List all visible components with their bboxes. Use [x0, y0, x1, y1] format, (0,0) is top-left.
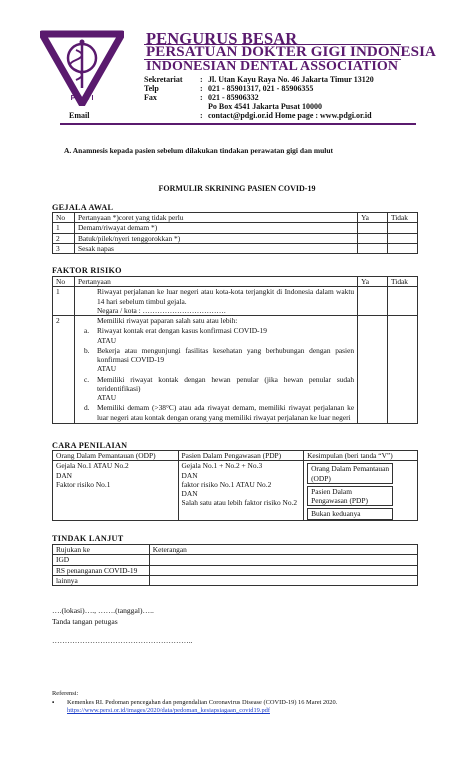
row-no: 2 — [53, 316, 75, 424]
reference-entry — [52, 699, 424, 715]
rujukan-option: lainnya — [53, 575, 150, 585]
contact-key: Telp — [144, 84, 159, 93]
contact-key: Fax — [144, 93, 157, 102]
ya-cell[interactable] — [358, 223, 388, 233]
list-item: b. Bekerja atau mengunjungi fasilitas kesehatan yang berhubungan dengan pasien konfirmasi COVID-19 — [83, 345, 355, 364]
gejala-table — [52, 212, 418, 254]
section-a-title: A. Anamnesis kepada pasien sebelum dilakukan tindakan perawatan gigi dan mulut — [64, 146, 334, 155]
row-question — [74, 316, 357, 424]
table-row — [53, 316, 418, 424]
place-date-line[interactable]: ….(lokasi)…., …….(tanggal)….. — [52, 606, 154, 615]
ya-cell[interactable] — [358, 233, 388, 243]
criteria-line: Gejala No.1 ATAU No.2 — [56, 461, 129, 471]
criteria-line: DAN — [56, 470, 73, 480]
tidak-cell[interactable] — [388, 287, 418, 316]
header-question: Pertanyaan — [74, 277, 357, 287]
reference-label: Referensi: — [52, 690, 79, 697]
ya-cell[interactable] — [358, 243, 388, 253]
row-no: 2 — [53, 233, 75, 243]
signature-label: Tanda tangan petugas — [52, 617, 118, 626]
header-no: No — [53, 213, 75, 223]
pdp-criteria — [178, 461, 304, 520]
header-question: Pertanyaan *)coret yang tidak perlu — [74, 213, 357, 223]
header-ya: Ya — [358, 213, 388, 223]
contact-row — [144, 84, 313, 93]
odp-criteria — [53, 461, 179, 520]
contact-colon: : — [200, 93, 203, 102]
org-name-line2: PERSATUAN DOKTER GIGI INDONESIA — [146, 44, 436, 60]
header-odp: Orang Dalam Pemantauan (ODP) — [53, 451, 179, 461]
row-no: 1 — [53, 287, 75, 316]
travel-history-text: Riwayat perjalanan ke luar negeri atau kota-kota terjangkit di Indonesia dalam waktu 14 hari sebelum timbul gejala. — [96, 287, 355, 306]
atau-label: ATAU — [96, 335, 117, 345]
logo-text: P D G I — [70, 95, 94, 102]
keterangan-cell[interactable] — [149, 575, 417, 585]
cara-heading: CARA PENILAIAN — [52, 441, 128, 450]
table-row — [53, 243, 418, 253]
bullet-icon: ▪ — [52, 699, 55, 706]
criteria-line: faktor risiko No.1 ATAU No.2 — [181, 479, 272, 489]
contact-colon: : — [200, 75, 203, 84]
email-label: Email — [69, 111, 90, 120]
contact-value: Po Box 4541 Jakarta Pusat 10000 — [208, 102, 322, 111]
contact-value: 021 - 85906332 — [208, 93, 259, 102]
row-no: 3 — [53, 243, 75, 253]
criteria-line: DAN — [181, 489, 198, 498]
table-row — [53, 223, 418, 233]
header-tidak: Tidak — [388, 277, 418, 287]
atau-label: ATAU — [96, 364, 117, 374]
list-item: c. Memiliki riwayat kontak dengan hewan penular (jika hewan penular sudah teridentifikasi) — [83, 374, 355, 393]
row-question: Sesak napas — [74, 243, 357, 253]
criteria-line: Faktor risiko No.1 — [56, 479, 111, 489]
faktor-table — [52, 276, 418, 424]
gejala-heading: GEJALA AWAL — [52, 203, 114, 212]
contact-row — [144, 111, 372, 120]
kesimpulan-pdp-option[interactable]: Pasien Dalam Pengawasan (PDP) — [307, 486, 393, 507]
table-header-row — [53, 545, 418, 555]
rujukan-option: IGD — [53, 555, 150, 565]
table-header-row — [53, 451, 418, 461]
tidak-cell[interactable] — [388, 233, 418, 243]
table-row — [53, 233, 418, 243]
row-question: Demam/riwayat demam *) — [74, 223, 357, 233]
exposure-list — [78, 326, 354, 422]
tindak-heading: TINDAK LANJUT — [52, 534, 124, 543]
header-kesimpulan: Kesimpulan (beri tanda “V”) — [304, 451, 418, 461]
keterangan-cell[interactable] — [149, 555, 417, 565]
table-row — [53, 287, 418, 316]
exposure-intro: Memiliki riwayat paparan salah satu atau lebih: — [96, 316, 238, 325]
criteria-line: Salah satu atau lebih faktor risiko No.2 — [181, 498, 298, 508]
kesimpulan-odp-option[interactable]: Orang Dalam Pemantauan (ODP) — [307, 463, 393, 484]
org-name-line1: PENGURUS BESAR — [146, 29, 298, 48]
header-no: No — [53, 277, 75, 287]
ya-cell[interactable] — [358, 316, 388, 424]
tidak-cell[interactable] — [388, 316, 418, 424]
table-header-row — [53, 277, 418, 287]
org-name-line3: INDONESIAN DENTAL ASSOCIATION — [146, 59, 399, 74]
reference-link[interactable]: https://www.persi.or.id/images/2020/data/pedoman_kesiapsiagaan_covid19.pdf — [67, 707, 270, 714]
cara-table — [52, 450, 418, 521]
contact-value: Jl. Utan Kayu Raya No. 46 Jakarta Timur 13120 — [208, 75, 374, 84]
contact-row — [144, 75, 374, 84]
table-row — [53, 575, 418, 585]
contact-key: Sekretariat — [144, 75, 183, 84]
header-keterangan: Keterangan — [149, 545, 417, 555]
table-row — [53, 461, 418, 520]
contact-row — [144, 102, 322, 111]
negara-field[interactable]: Negara / kota : ……………………………. — [96, 305, 226, 315]
contact-colon: : — [200, 84, 203, 93]
table-row — [53, 565, 418, 575]
list-item: a. Riwayat kontak erat dengan kasus konfirmasi COVID-19 — [83, 326, 267, 336]
contact-value: 021 - 85901317, 021 - 85906355 — [208, 84, 314, 93]
kesimpulan-cell — [304, 461, 418, 520]
row-question — [74, 287, 357, 316]
list-item: d. Memiliki demam (>38°C) atau ada riwayat demam, memiliki riwayat perjalanan ke luar negeri atau kontak dengan orang yang memiliki riwayat perjalanan ke luar negeri — [83, 403, 355, 422]
row-no: 1 — [53, 223, 75, 233]
header-rujukan: Rujukan ke — [53, 545, 150, 555]
table-header-row — [53, 213, 418, 223]
email-value[interactable]: contact@pdgi.or.id Home page : www.pdgi.or.id — [208, 111, 372, 120]
signature-line[interactable]: ……………………………………………….. — [52, 636, 193, 645]
kesimpulan-none-option[interactable]: Bukan keduanya — [307, 508, 393, 519]
reference-text: Kemenkes RI. Pedoman pencegahan dan pengendalian Coronavirus Disease (COVID-19) 16 Maret 2020. — [67, 699, 338, 706]
contact-row — [144, 93, 259, 102]
tindak-table — [52, 544, 418, 586]
header-tidak: Tidak — [388, 213, 418, 223]
form-title: FORMULIR SKRINING PASIEN COVID-19 — [158, 184, 316, 193]
tidak-cell[interactable] — [388, 243, 418, 253]
header-ya: Ya — [358, 277, 388, 287]
header-bottom-rule — [60, 123, 416, 125]
criteria-line: Gejala No.1 + No.2 + No.3 — [181, 461, 263, 471]
faktor-heading: FAKTOR RISIKO — [52, 266, 122, 275]
pdgi-logo-icon — [40, 30, 124, 106]
criteria-line: DAN — [181, 470, 198, 480]
header-pdp: Pasien Dalam Pengawasan (PDP) — [178, 451, 304, 461]
ya-cell[interactable] — [358, 287, 388, 316]
row-question: Batuk/pilek/nyeri tenggorokkan *) — [74, 233, 357, 243]
rujukan-option: RS penanganan COVID-19 — [53, 565, 150, 575]
keterangan-cell[interactable] — [149, 565, 417, 575]
contact-colon: : — [200, 111, 203, 120]
tidak-cell[interactable] — [388, 223, 418, 233]
table-row — [53, 555, 418, 565]
atau-label: ATAU — [96, 393, 117, 402]
